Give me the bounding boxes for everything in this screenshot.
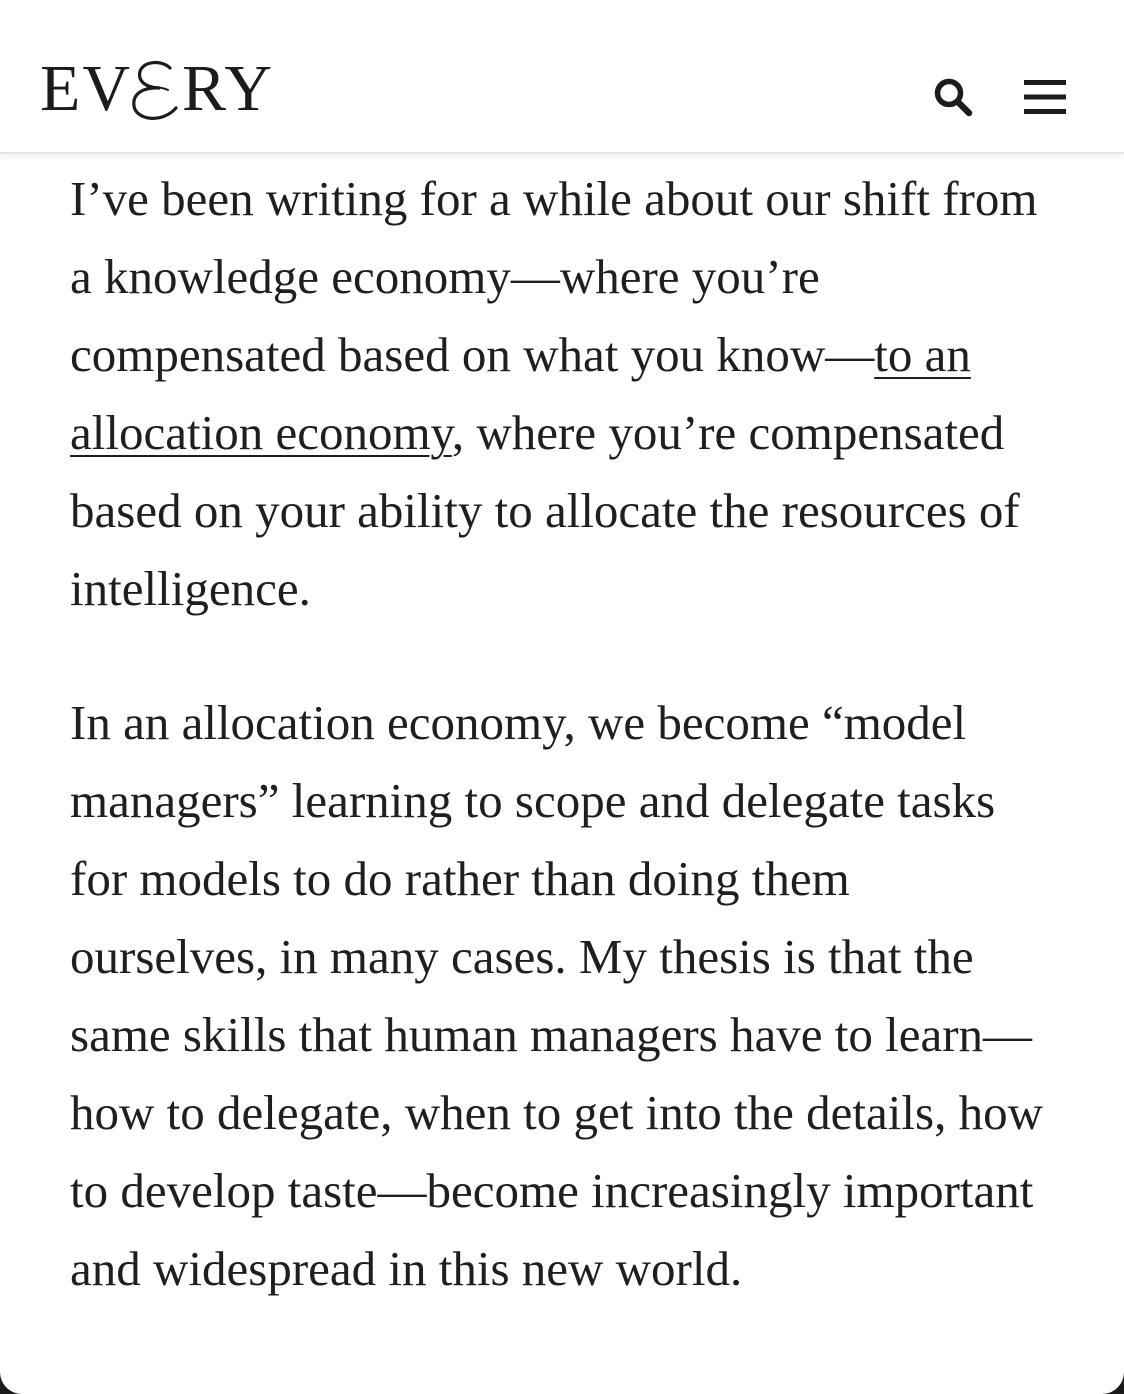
every-logo[interactable] bbox=[40, 54, 274, 134]
logo-prefix: EV bbox=[40, 52, 132, 125]
paragraph-text: , where you’re compensated based on your ability to allocate the resources of intelligence. bbox=[70, 405, 1020, 616]
search-button[interactable] bbox=[926, 70, 980, 124]
search-icon bbox=[932, 76, 974, 118]
hamburger-menu-icon bbox=[1022, 77, 1068, 117]
logo-swash-e-icon bbox=[126, 54, 184, 126]
paragraph-allocation-economy bbox=[70, 160, 1050, 628]
logo-suffix: RY bbox=[181, 52, 275, 125]
allocation-economy-link[interactable]: to an allocation economy bbox=[70, 327, 971, 460]
site-header bbox=[0, 0, 1124, 154]
menu-button[interactable] bbox=[1018, 70, 1072, 124]
paragraph-model-managers: In an allocation economy, we become “model managers” learning to scope and delegate tasks for models to do rather than doing them ourselves, in many cases. My thesis is that the same skills that human managers have to learn—how to delegate, when to get into the details, how to develop taste—become increasingly important and widespread in this new world. bbox=[70, 695, 1043, 1296]
article-body bbox=[70, 160, 1050, 1308]
paragraph-text: I’ve been writing for a while about our shift from a knowledge economy—where you’re compensated based on what you know— bbox=[70, 171, 1038, 382]
